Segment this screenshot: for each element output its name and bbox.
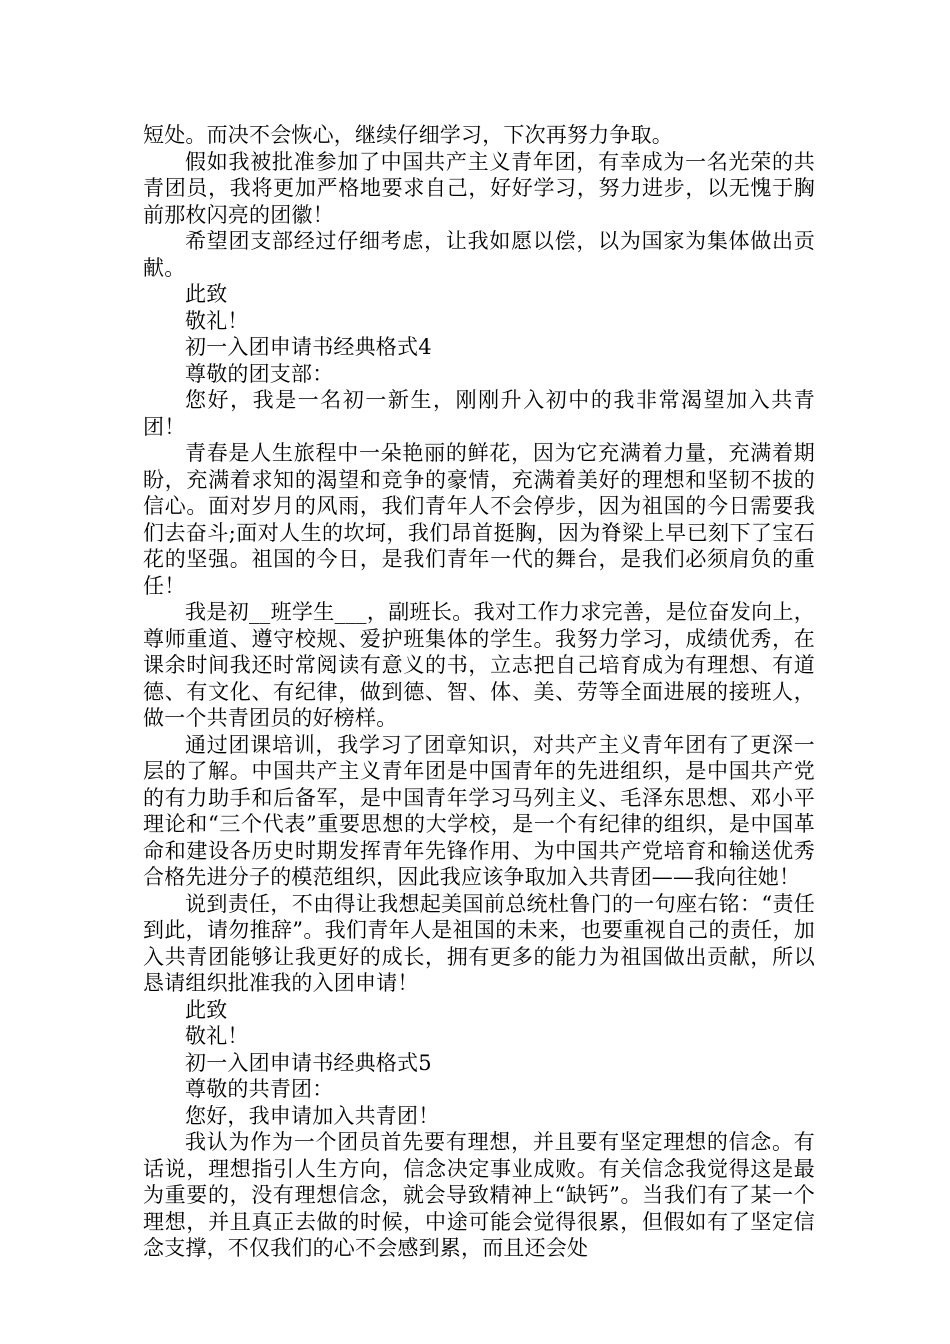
salutation: 尊敬的共青团： xyxy=(185,1077,334,1101)
paragraph: 我是初__班学生___，副班长。我对工作力求完善，是位奋发向上，尊师重道、遵守校规、爱护班集体的学生。我努力学习，成绩优秀，在课余时间我还时常阅读有意义的书，立志把自己培育成为有理想、有道德、有文化、有纪律，做到德、智、体、美、劳等全面进展的接班人，做一个共青团员的好榜样。 xyxy=(143,600,815,730)
document-body xyxy=(143,122,815,1262)
closing-line: 此致 xyxy=(185,282,228,306)
closing-line: 此致 xyxy=(185,997,228,1022)
paragraph: 说到责任，不由得让我想起美国前总统杜鲁门的一句座右铭：“责任到此，请勿推辞”。我们青年人是祖国的未来，也要重视自己的责任，加入共青团能够让我更好的成长，拥有更多的能力为祖国做出贡献，所以恳请组织批准我的入团申请！ xyxy=(143,891,815,995)
paragraph: 您好，我是一名初一新生，刚刚升入初中的我非常渴望加入共青团！ xyxy=(143,388,815,439)
salute-line: 敬礼！ xyxy=(185,308,249,333)
section-heading: 初一入团申请书经典格式5 xyxy=(185,1050,432,1075)
section-heading: 初一入团申请书经典格式4 xyxy=(185,335,432,359)
greeting-line: 您好，我申请加入共青团！ xyxy=(185,1103,440,1128)
salutation: 尊敬的团支部： xyxy=(185,361,334,386)
paragraph: 我认为作为一个团员首先要有理想，并且要有坚定理想的信念。有话说，理想指引人生方向，信念决定事业成败。有关信念我觉得这是最为重要的，没有理想信念，就会导致精神上“缺钙”。当我们有了某一个理想，并且真正去做的时候，中途可能会觉得很累，但假如有了坚定信念支撑，不仅我们的心不会感到累，而且还会处 xyxy=(143,1130,815,1260)
salute-line: 敬礼！ xyxy=(185,1024,249,1048)
paragraph: 希望团支部经过仔细考虑，让我如愿以偿，以为国家为集体做出贡献。 xyxy=(143,229,815,280)
paragraph: 通过团课培训，我学习了团章知识，对共产主义青年团有了更深一层的了解。中国共产主义青年团是中国青年的先进组织，是中国共产党的有力助手和后备军，是中国青年学习马列主义、毛泽东思想、邓小平理论和“三个代表”重要思想的大学校，是一个有纪律的组织，是中国革命和建设各历史时期发挥青年先锋作用、为中国共产党培育和输送优秀合格先进分子的模范组织，因此我应该争取加入共青团——我向往她！ xyxy=(143,732,815,889)
paragraph: 青春是人生旅程中一朵艳丽的鲜花，因为它充满着力量，充满着期盼，充满着求知的渴望和竞争的豪情，充满着美好的理想和坚韧不拔的信心。面对岁月的风雨，我们青年人不会停步，因为祖国的今日需要我们去奋斗;面对人生的坎坷，我们昂首挺胸，因为脊梁上早已刻下了宝石花的坚强。祖国的今日，是我们青年一代的舞台，是我们必须肩负的重任！ xyxy=(143,441,815,598)
paragraph-continuation: 短处。而决不会恢心，继续仔细学习，下次再努力争取。 xyxy=(143,123,673,147)
paragraph: 假如我被批准参加了中国共产主义青年团，有幸成为一名光荣的共青团员，我将更加严格地要求自己，好好学习，努力进步，以无愧于胸前那枚闪亮的团徽！ xyxy=(143,149,815,227)
